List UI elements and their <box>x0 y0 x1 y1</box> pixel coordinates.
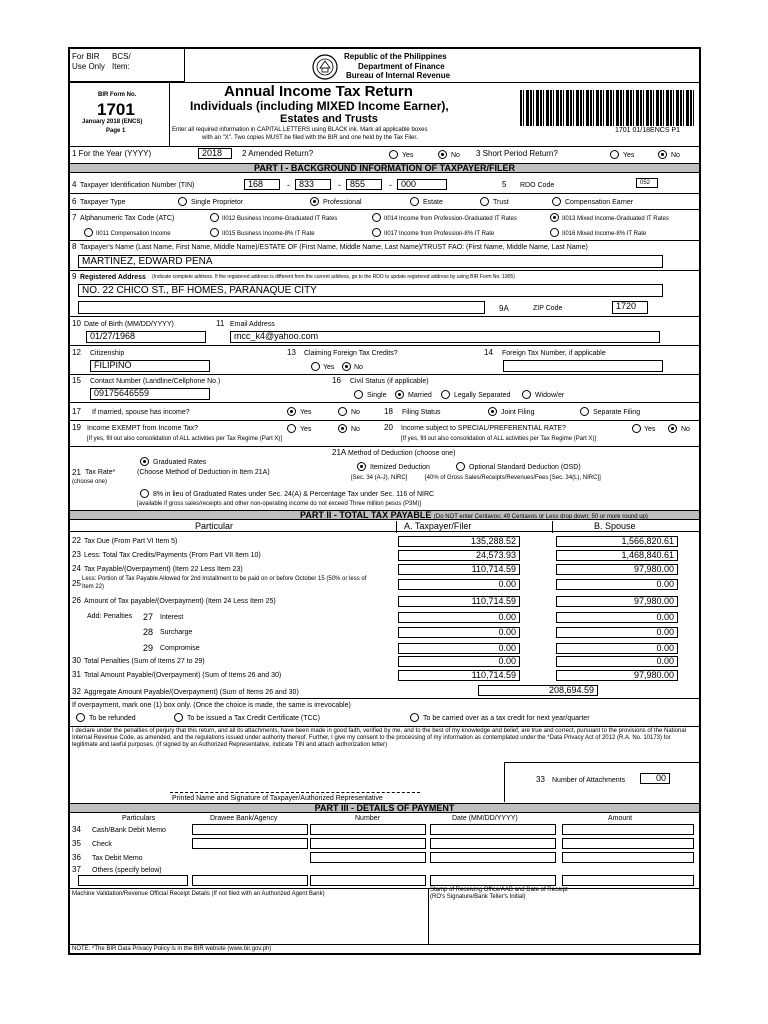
atc-ii017-label: II017 Income from Profession-8% IT Rate <box>384 231 495 237</box>
civil-status-label: Civil Status (if applicable) <box>350 378 429 385</box>
atc-ii016-radio[interactable] <box>550 228 559 237</box>
item30-taxpayer-amount[interactable]: 0.00 <box>398 656 520 667</box>
atc-ii014-radio[interactable] <box>372 213 381 222</box>
married-label: Married <box>408 392 432 399</box>
estate-label: Estate <box>423 199 443 206</box>
cash-label: Cash/Bank Debit Memo <box>92 827 166 834</box>
foreign-credit-no-radio[interactable] <box>342 362 351 371</box>
contact-label: Contact Number (Landline/Cellphone No.) <box>90 378 221 385</box>
item34-number: 34 <box>72 825 81 834</box>
method-label: Method of Deduction (choose one) <box>348 450 456 457</box>
special-yes-label: Yes <box>644 426 656 433</box>
osd-label: Optional Standard Deduction (OSD) <box>469 464 581 471</box>
atc-ii015-radio[interactable] <box>210 228 219 237</box>
pay35-amount[interactable] <box>562 838 694 849</box>
dob-label: Date of Birth (MM/DD/YYYY) <box>84 321 174 328</box>
debit-memo-label: Tax Debit Memo <box>92 855 143 862</box>
tin-field-1[interactable]: 168 <box>244 179 280 190</box>
foreign-tax-number-label: Foreign Tax Number, if applicable <box>502 350 606 357</box>
machine-validation-label: Machine Validation/Revenue Official Receipt Details (If not filed with an Authorized Agent Bank) <box>72 891 325 897</box>
atc-ii011-radio[interactable] <box>84 228 93 237</box>
attachments-field[interactable]: 00 <box>640 773 670 784</box>
pay34-amount[interactable] <box>562 824 694 835</box>
pay34-bank[interactable] <box>192 824 308 835</box>
item24-taxpayer-amount[interactable]: 110,714.59 <box>398 564 520 575</box>
item37-number: 37 <box>72 865 81 874</box>
part2-title-note: (Do NOT enter Centavos; 49 Centavos or Less drop down; 50 or more round up) <box>433 514 648 520</box>
single-radio[interactable] <box>354 390 363 399</box>
item29-taxpayer-amount[interactable]: 0.00 <box>398 643 520 654</box>
trust-label: Trust <box>493 199 509 206</box>
spouse-income-no-label: No <box>351 409 360 416</box>
trust-radio[interactable] <box>480 197 489 206</box>
atc-ii015-label: II015 Business Income-8% IT Rate <box>222 231 315 237</box>
filing-status-label: Filing Status <box>402 409 441 416</box>
contact-field[interactable]: 09175646559 <box>90 388 210 400</box>
item23-taxpayer-amount[interactable]: 24,573.93 <box>398 550 520 561</box>
item22-taxpayer-amount[interactable]: 135,288.52 <box>398 536 520 547</box>
itemized-note: [Sec. 34 (A-J), NIRC] <box>351 475 408 481</box>
item28-label: Surcharge <box>160 629 193 636</box>
part2-title-bar <box>70 510 699 520</box>
special-no-radio[interactable] <box>668 424 677 433</box>
item1-label: 1 For the Year (YYYY) <box>72 149 152 158</box>
barcode <box>520 90 696 126</box>
pay36-number[interactable] <box>310 852 426 863</box>
pay36-amount[interactable] <box>562 852 694 863</box>
short-yes-radio[interactable] <box>610 150 619 159</box>
atc-ii011-label: II011 Compensation Income <box>96 231 171 237</box>
atc-ii014-label: II014 Income from Profession-Graduated IT Rates <box>384 216 517 222</box>
tin-label: Taxpayer Identification Number (TIN) <box>80 182 195 189</box>
drawee-bank-header: Drawee Bank/Agency <box>210 815 278 822</box>
bir-use-box <box>70 49 185 82</box>
particular-header: Particular <box>195 521 234 531</box>
pay37-bank[interactable] <box>192 875 308 886</box>
tax-rate-note: (choose one) <box>72 479 108 485</box>
item2-label: 2 Amended Return? <box>242 149 314 158</box>
atc-ii013-label: II013 Mixed Income-Graduated IT Rates <box>562 216 669 222</box>
item29-label: Compromise <box>160 645 200 652</box>
comp-earner-radio[interactable] <box>552 197 561 206</box>
foreign-tax-number-field[interactable] <box>503 360 663 372</box>
item8-number: 8 <box>72 242 77 251</box>
pay35-date[interactable] <box>430 838 556 849</box>
overpayment-note: If overpayment, mark one (1) box only. (Once the choice is made, the same is irrevocable) <box>72 702 351 709</box>
stamp-label: Stamp of Receiving Office/AAB and Date of Receipt <box>430 887 568 893</box>
zip-field[interactable]: 1720 <box>612 301 648 314</box>
itemized-radio[interactable] <box>357 462 366 471</box>
refund-radio[interactable] <box>76 713 85 722</box>
item26-taxpayer-amount[interactable]: 110,714.59 <box>398 596 520 607</box>
instruction-1: Enter all required information in CAPITAL LETTERS using BLACK ink. Mark all applicable boxes <box>172 127 428 133</box>
others-label: Others (specify below) <box>92 867 162 874</box>
aggregate-field[interactable]: 208,694.59 <box>478 685 598 696</box>
atc-ii017-radio[interactable] <box>372 228 381 237</box>
item23-number: 23 <box>72 550 81 559</box>
declaration-text: I declare under the penalties of perjury that this return, and all its attachments, have been made in good faith, verified by me, and to the best of my knowledge and belief, are true and correct, pursuant to the provisions of the National Internal Revenue Code, as amended, and the regulations issued under authority thereof. Further, I give my consent to the processing of my information as contemplated under the *Data Privacy Act of 2012 (R.A. No. 10173) for legitimate and lawful purposes. (If signed by an Authorized Representative, indicate TIN and attach authorization letter) <box>72 728 687 748</box>
special-no-label: No <box>681 426 690 433</box>
date-header: Date (MM/DD/YYYY) <box>452 815 518 822</box>
item9a-number: 9A <box>499 304 509 313</box>
citizenship-field[interactable]: FILIPINO <box>90 360 210 372</box>
item31-taxpayer-amount[interactable]: 110,714.59 <box>398 670 520 681</box>
short-yes-label: Yes <box>623 152 635 159</box>
eight-percent-radio[interactable] <box>140 489 149 498</box>
item12-number: 12 <box>72 348 81 357</box>
short-no-radio[interactable] <box>658 150 667 159</box>
year-field[interactable]: 2018 <box>198 148 232 159</box>
item13-number: 13 <box>287 348 296 357</box>
item25-number: 25 <box>72 579 81 588</box>
amended-no-label: No <box>451 152 460 159</box>
bcs-label: BCS/ Item: <box>112 52 131 71</box>
item25-taxpayer-amount[interactable]: 0.00 <box>398 579 520 590</box>
address-field[interactable]: NO. 22 CHICO ST., BF HOMES, PARANAQUE CITY <box>78 284 663 297</box>
item16-number: 16 <box>332 376 341 385</box>
form-number-box <box>70 83 170 146</box>
stamp-label-2: (RO's Signature/Bank Teller's Initial) <box>430 894 526 900</box>
form-subtitle-2: Estates and Trusts <box>280 113 378 125</box>
item20-number: 20 <box>384 423 393 432</box>
address-note: (Indicate complete address. If the registered address is different from the current address, go to the RDO to update registered address by using BIR Form No. 1905) <box>152 274 515 280</box>
tax-rate-label: Tax Rate* <box>85 469 116 476</box>
email-label: Email Address <box>230 321 275 328</box>
item10-number: 10 <box>72 319 81 328</box>
pay34-date[interactable] <box>430 824 556 835</box>
item11-number: 11 <box>216 319 225 328</box>
privacy-note: NOTE: *The BIR Data Privacy Policy is in the BIR website (www.bir.gov.ph) <box>72 946 272 952</box>
osd-note: [40% of Gross Sales/Receipts/Revenues/Fees [Sec. 34(L), NIRC]] <box>425 475 601 481</box>
address-field-2[interactable] <box>78 301 485 314</box>
joint-filing-label: Joint Filing <box>501 409 535 416</box>
item24-number: 24 <box>72 564 81 573</box>
spouse-income-yes-radio[interactable] <box>287 407 296 416</box>
aggregate-label: Aggregate Amount Payable/(Overpayment) (Sum of Items 26 and 30) <box>84 689 299 696</box>
item26-spouse-amount[interactable]: 97,980.00 <box>556 596 678 607</box>
item18-number: 18 <box>384 407 393 416</box>
separate-filing-radio[interactable] <box>580 407 589 416</box>
professional-label: Professional <box>323 199 362 206</box>
exempt-label: Income EXEMPT from Income Tax? <box>87 425 199 432</box>
part2-title: PART II - TOTAL TAX PAYABLE <box>300 510 432 520</box>
exempt-no-label: No <box>351 426 360 433</box>
item30-number: 30 <box>72 656 81 665</box>
item21-number: 21 <box>72 468 81 477</box>
professional-radio[interactable] <box>310 197 319 206</box>
special-rate-label: Income subject to SPECIAL/PREFERENTIAL RATE? <box>401 425 566 432</box>
amended-no-radio[interactable] <box>438 150 447 159</box>
form-subtitle-1: Individuals (including MIXED Income Earner), <box>190 99 449 113</box>
pay37-amount[interactable] <box>562 875 694 886</box>
tin-field-2[interactable]: 833 <box>295 179 331 190</box>
pay36-date[interactable] <box>430 852 556 863</box>
item4-number: 4 <box>72 180 77 189</box>
estate-radio[interactable] <box>410 197 419 206</box>
bir-use-label: For BIR Use Only <box>72 52 105 71</box>
part3-title: PART III - DETAILS OF PAYMENT <box>70 803 699 813</box>
married-radio[interactable] <box>395 390 404 399</box>
form-title: Annual Income Tax Return <box>224 83 413 100</box>
legsep-label: Legally Separated <box>454 392 511 399</box>
graduated-label: Graduated Rates <box>153 459 207 466</box>
taxpayer-header: A. Taxpayer/Filer <box>404 521 472 531</box>
foreign-credit-label: Claiming Foreign Tax Credits? <box>304 350 398 357</box>
item29-spouse-amount[interactable]: 0.00 <box>556 643 678 654</box>
pay34-number[interactable] <box>310 824 426 835</box>
item27-taxpayer-amount[interactable]: 0.00 <box>398 612 520 623</box>
item31-number: 31 <box>72 670 81 679</box>
item9-number: 9 <box>72 272 77 281</box>
citizenship-label: Citizenship <box>90 350 125 357</box>
item25-spouse-amount[interactable]: 0.00 <box>556 579 678 590</box>
widow-radio[interactable] <box>522 390 531 399</box>
item30-label: Total Penalties (Sum of Items 27 to 29) <box>84 658 205 665</box>
sole-prop-label: Single Proprietor <box>191 199 244 206</box>
eight-percent-label: 8% in lieu of Graduated Rates under Sec. 24(A) & Percentage Tax under Sec. 116 of NIRC <box>153 491 435 498</box>
item22-number: 22 <box>72 536 81 545</box>
atc-ii012-radio[interactable] <box>210 213 219 222</box>
spouse-income-label: If married, spouse has income? <box>92 409 190 416</box>
address-label: Registered Address <box>80 274 146 281</box>
amount-header: Amount <box>608 815 633 822</box>
bir-seal-icon <box>312 54 338 80</box>
item15-number: 15 <box>72 376 81 385</box>
pay35-number[interactable] <box>310 838 426 849</box>
special-yes-radio[interactable] <box>632 424 641 433</box>
sole-prop-radio[interactable] <box>178 197 187 206</box>
eight-percent-note: [available if gross sales/receipts and other non-operating income do not exceed Three million pesos (P3M)] <box>137 501 422 507</box>
item23-spouse-amount[interactable]: 1,468,840.61 <box>556 550 678 561</box>
item31-spouse-amount[interactable]: 97,980.00 <box>556 670 678 681</box>
item29-number: 29 <box>143 643 154 653</box>
page-number: Page 1 <box>106 128 126 134</box>
atc-label: Alphanumeric Tax Code (ATC) <box>80 215 175 222</box>
item3-label: 3 Short Period Return? <box>476 149 558 158</box>
add-penalties-label: Add: Penalties <box>87 613 133 620</box>
item24-label: Tax Payable/(Overpayment) (Item 22 Less Item 23) <box>84 566 243 573</box>
name-field[interactable]: MARTINEZ, EDWARD PEÑA <box>78 255 663 268</box>
carry-over-label: To be carried over as a tax credit for next year/quarter <box>423 715 590 722</box>
tin-dash-3: - <box>389 180 392 190</box>
name-label: Taxpayer's Name (Last Name, First Name, Middle Name)/ESTATE OF (First Name, Middle Name, Last Name)/TRUST FAO: (First Name, Middle Name, Last Name) <box>80 244 588 251</box>
item28-taxpayer-amount[interactable]: 0.00 <box>398 627 520 638</box>
exempt-no-radio[interactable] <box>338 424 347 433</box>
foreign-credit-yes-radio[interactable] <box>311 362 320 371</box>
legsep-radio[interactable] <box>441 390 450 399</box>
tin-field-3[interactable]: 855 <box>346 179 382 190</box>
zip-label: ZIP Code <box>533 305 563 312</box>
part2-header-row <box>70 521 699 532</box>
widow-label: Widow/er <box>535 392 565 399</box>
item17-number: 17 <box>72 407 81 416</box>
item28-number: 28 <box>143 627 154 637</box>
tin-dash-1: - <box>287 180 290 190</box>
item14-number: 14 <box>484 348 493 357</box>
department-label: Department of Finance <box>358 62 445 71</box>
item36-number: 36 <box>72 853 81 862</box>
barcode-text: 1701 01/18ENCS P1 <box>615 127 680 134</box>
item21a-number: 21A <box>332 448 347 457</box>
item33-number: 33 <box>536 775 545 784</box>
tin-field-4[interactable]: 000 <box>397 179 447 190</box>
amended-yes-radio[interactable] <box>389 150 398 159</box>
spouse-income-yes-label: Yes <box>300 409 312 416</box>
comp-earner-label: Compensation Earner <box>565 199 634 206</box>
tcc-radio[interactable] <box>174 713 183 722</box>
exempt-note: [If yes, fill out also consolidation of ALL activities per Tax Regime (Part X)] <box>87 436 283 442</box>
check-label: Check <box>92 841 112 848</box>
rdo-label: RDO Code <box>520 182 555 189</box>
item32-number: 32 <box>72 687 81 696</box>
pay35-bank[interactable] <box>192 838 308 849</box>
pay37-specify[interactable] <box>78 875 188 886</box>
item19-number: 19 <box>72 423 81 432</box>
item31-label: Total Amount Payable/(Overpayment) (Sum of Items 26 and 30) <box>84 672 282 679</box>
dob-field[interactable]: 01/27/1968 <box>86 331 206 343</box>
refund-label: To be refunded <box>89 715 136 722</box>
carry-over-radio[interactable] <box>410 713 419 722</box>
item24-spouse-amount[interactable]: 97,980.00 <box>556 564 678 575</box>
form-no-label: BIR Form No. <box>98 92 137 98</box>
spouse-header: B. Spouse <box>594 521 636 531</box>
item23-label: Less: Total Tax Credits/Payments (From Part VII Item 10) <box>84 552 261 559</box>
item27-label: Interest <box>160 614 184 621</box>
foreign-credit-no-label: No <box>354 364 363 371</box>
atc-ii013-radio[interactable] <box>550 213 559 222</box>
graduated-note: (Choose Method of Deduction in Item 21A) <box>137 469 270 476</box>
form-number: 1701 <box>97 100 135 119</box>
special-note: [If yes, fill out also consolidation of ALL activities per Tax Regime (Part X)] <box>401 436 597 442</box>
tin-dash-2: - <box>338 180 341 190</box>
email-field[interactable]: mcc_k4@yahoo.com <box>230 331 660 343</box>
item26-label: Amount of Tax payable/(Overpayment) (Item 24 Less Item 25) <box>84 598 276 605</box>
atc-ii016-label: II016 Mixed Income-8% IT Rate <box>562 231 647 237</box>
joint-filing-radio[interactable] <box>488 407 497 416</box>
part1-title: PART I - BACKGROUND INFORMATION OF TAXPAYER/FILER <box>70 163 699 173</box>
item28-spouse-amount[interactable]: 0.00 <box>556 627 678 638</box>
item7-number: 7 <box>72 213 77 222</box>
foreign-credit-yes-label: Yes <box>323 364 335 371</box>
item35-number: 35 <box>72 839 81 848</box>
taxpayer-type-label: Taxpayer Type <box>80 199 126 206</box>
item27-number: 27 <box>143 612 154 622</box>
exempt-yes-radio[interactable] <box>287 424 296 433</box>
pay37-number[interactable] <box>310 875 426 886</box>
item5-number: 5 <box>502 180 507 189</box>
spouse-income-no-radio[interactable] <box>338 407 347 416</box>
atc-ii012-label: II012 Business Income-Graduated IT Rates <box>222 216 338 222</box>
short-no-label: No <box>671 152 680 159</box>
signature-label: Printed Name and Signature of Taxpayer/Authorized Representative <box>172 795 383 802</box>
pay37-date[interactable] <box>430 875 556 886</box>
separate-filing-label: Separate Filing <box>593 409 641 416</box>
graduated-radio[interactable] <box>140 457 149 466</box>
item22-label: Tax Due (From Part VI Item 5) <box>84 538 178 545</box>
particulars-header: Particulars <box>122 815 156 822</box>
attachments-label: Number of Attachments <box>552 777 626 784</box>
tcc-label: To be issued a Tax Credit Certificate (TCC) <box>187 715 320 722</box>
item26-number: 26 <box>72 596 81 605</box>
number-header: Number <box>355 815 380 822</box>
item6-number: 6 <box>72 197 77 206</box>
item30-spouse-amount[interactable]: 0.00 <box>556 656 678 667</box>
instruction-2: with an "X". Two copies MUST be filed with the BIR and one held by the Tax Filer. <box>202 135 418 141</box>
item22-spouse-amount[interactable]: 1,566,820.61 <box>556 536 678 547</box>
item25-label: Less: Portion of Tax Payable Allowed for 2nd Installment to be paid on or before October 15 (50% or less of Item 22) <box>82 576 367 590</box>
rdo-field[interactable]: 052 <box>636 178 658 188</box>
exempt-yes-label: Yes <box>300 426 312 433</box>
republic-label: Republic of the Philippines <box>344 52 447 61</box>
single-label: Single <box>367 392 387 399</box>
form-date: January 2018 (ENCS) <box>82 119 143 125</box>
bureau-label: Bureau of Internal Revenue <box>346 71 451 80</box>
amended-yes-label: Yes <box>402 152 414 159</box>
itemized-label: Itemized Deduction <box>370 464 430 471</box>
item27-spouse-amount[interactable]: 0.00 <box>556 612 678 623</box>
osd-radio[interactable] <box>456 462 465 471</box>
